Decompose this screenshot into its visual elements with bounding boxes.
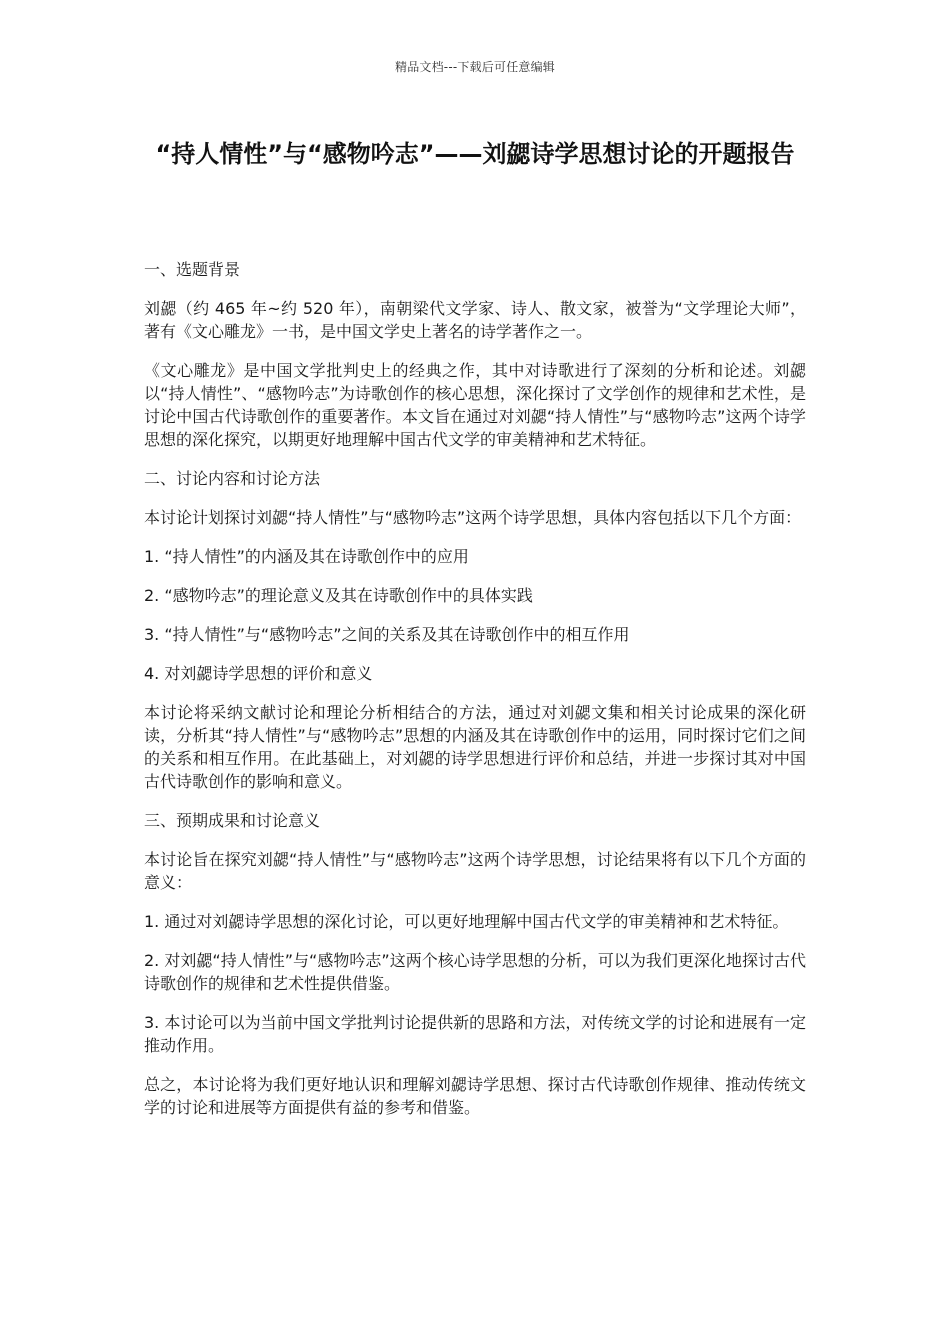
paragraph: 本讨论旨在探究刘勰“持人情性”与“感物吟志”这两个诗学思想，讨论结果将有以下几个方面的意义： xyxy=(144,850,806,892)
page-header: 精品文档---下载后可任意编辑 xyxy=(395,60,555,74)
list-item: 2. “感物吟志”的理论意义及其在诗歌创作中的具体实践 xyxy=(144,586,533,605)
paragraph: 本讨论将采纳文献讨论和理论分析相结合的方法，通过对刘勰文集和相关讨论成果的深化研读，分析其“持人情性”与“感物吟志”思想的内涵及其在诗歌创作中的运用，同时探讨它们之间的关系和相互作用。在此基础上，对刘勰的诗学思想进行评价和总结，并进一步探讨其对中国古代诗歌创作的影响和意义。 xyxy=(144,703,806,791)
list-item: 1. 通过对刘勰诗学思想的深化讨论，可以更好地理解中国古代文学的审美精神和艺术特征。 xyxy=(144,912,789,931)
section-heading-content-method: 二、讨论内容和讨论方法 xyxy=(144,469,321,488)
section-heading-background: 一、选题背景 xyxy=(144,260,241,279)
list-item: 4. 对刘勰诗学思想的评价和意义 xyxy=(144,664,373,683)
document-body xyxy=(144,258,806,1135)
list-item: 1. “持人情性”的内涵及其在诗歌创作中的应用 xyxy=(144,547,469,566)
conclusion-paragraph: 总之，本讨论将为我们更好地认识和理解刘勰诗学思想、探讨古代诗歌创作规律、推动传统文学的讨论和进展等方面提供有益的参考和借鉴。 xyxy=(144,1075,806,1117)
section-heading-expected-results: 三、预期成果和讨论意义 xyxy=(144,811,321,830)
paragraph: 本讨论计划探讨刘勰“持人情性”与“感物吟志”这两个诗学思想，具体内容包括以下几个方面： xyxy=(144,508,802,527)
list-item: 3. “持人情性”与“感物吟志”之间的关系及其在诗歌创作中的相互作用 xyxy=(144,625,630,644)
paragraph: 《文心雕龙》是中国文学批判史上的经典之作，其中对诗歌进行了深刻的分析和论述。刘勰以“持人情性”、“感物吟志”为诗歌创作的核心思想，深化探讨了文学创作的规律和艺术性，是讨论中国古代诗歌创作的重要著作。本文旨在通过对刘勰“持人情性”与“感物吟志”这两个诗学思想的深化探究，以期更好地理解中国古代文学的审美精神和艺术特征。 xyxy=(144,361,806,449)
paragraph: 刘勰（约 465 年~约 520 年），南朝梁代文学家、诗人、散文家，被誉为“文学理论大师”，著有《文心雕龙》一书，是中国文学史上著名的诗学著作之一。 xyxy=(144,299,806,341)
list-item: 3. 本讨论可以为当前中国文学批判讨论提供新的思路和方法，对传统文学的讨论和进展有一定推动作用。 xyxy=(144,1013,806,1055)
document-title: “持人情性”与“感物吟志”——刘勰诗学思想讨论的开题报告 xyxy=(155,140,795,168)
list-item: 2. 对刘勰“持人情性”与“感物吟志”这两个核心诗学思想的分析，可以为我们更深化地探讨古代诗歌创作的规律和艺术性提供借鉴。 xyxy=(144,951,806,993)
